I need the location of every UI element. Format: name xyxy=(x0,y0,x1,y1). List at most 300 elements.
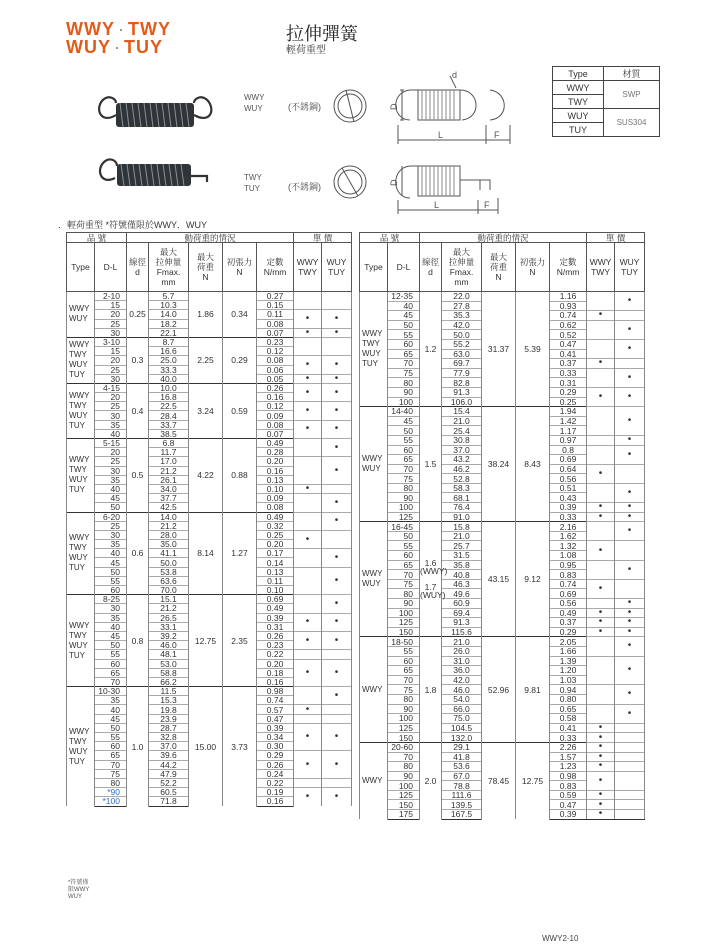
rate-cell: 1.62 xyxy=(550,531,587,541)
fmax-cell: 32.8 xyxy=(149,733,189,742)
dl-cell: 100 xyxy=(388,397,420,407)
mat-type: TWY xyxy=(553,95,604,109)
price-mark-wuy: • xyxy=(322,512,352,530)
dl-cell: 100 xyxy=(388,503,420,513)
rate-cell: 2.05 xyxy=(550,637,587,647)
rate-cell: 0.69 xyxy=(550,455,587,465)
price-mark-wwy: • xyxy=(294,631,322,649)
dl-cell: 50 xyxy=(95,723,127,732)
header-dyn: 動荷重的情況 xyxy=(420,233,587,243)
dl-cell: 65 xyxy=(95,668,127,677)
rate-cell: 0.33 xyxy=(550,733,587,743)
wire-dia-cell: 0.4 xyxy=(127,383,149,438)
max-load-cell: 12.75 xyxy=(189,595,223,687)
fmax-cell: 26.0 xyxy=(442,646,482,656)
fmax-cell: 23.9 xyxy=(149,714,189,723)
dl-cell: 100 xyxy=(388,714,420,724)
header-wire: 線徑 d xyxy=(420,243,442,292)
rate-cell: 0.33 xyxy=(550,512,587,522)
rate-cell: 0.30 xyxy=(257,742,294,751)
init-tension-cell: 1.27 xyxy=(223,512,257,595)
price-mark-wwy: • xyxy=(587,311,615,321)
header-maxload: 最大 荷重 N xyxy=(482,243,516,292)
price-mark-wwy: • xyxy=(294,402,322,420)
dl-cell: 10-30 xyxy=(95,687,127,696)
rate-cell: 0.17 xyxy=(257,549,294,558)
rate-cell: 0.65 xyxy=(550,704,587,714)
price-mark-wuy: • xyxy=(615,685,645,704)
fmax-cell: 39.2 xyxy=(149,631,189,640)
rate-cell: 0.09 xyxy=(257,411,294,420)
dl-cell: 70 xyxy=(95,760,127,769)
price-mark-wwy: • xyxy=(587,618,615,628)
dl-cell: 45 xyxy=(95,494,127,503)
dl-cell: 50 xyxy=(388,320,420,330)
dl-cell: 75 xyxy=(388,685,420,695)
rate-cell: 0.69 xyxy=(550,589,587,599)
price-mark-wuy xyxy=(322,705,352,714)
dl-cell: 60 xyxy=(95,742,127,751)
diagram-top-stainless: (不銹鋼) xyxy=(288,102,321,112)
fmax-cell: 11.5 xyxy=(149,687,189,696)
price-mark-wuy: • xyxy=(322,402,352,420)
price-mark-wuy: • xyxy=(615,704,645,723)
price-mark-wuy: • xyxy=(615,560,645,579)
dl-cell: 65 xyxy=(388,666,420,676)
mat-type: WWY xyxy=(553,81,604,95)
fmax-cell: 53.8 xyxy=(149,567,189,576)
header-maxext: 最大 拉伸量 Fmax. mm xyxy=(149,243,189,292)
fmax-cell: 21.2 xyxy=(149,466,189,475)
dl-cell: 90 xyxy=(388,771,420,781)
dl-cell: 30 xyxy=(95,530,127,539)
fmax-cell: 21.2 xyxy=(149,604,189,613)
mat-header-material: 材質 xyxy=(604,67,660,81)
dl-cell: 50 xyxy=(95,641,127,650)
dl-cell: 30 xyxy=(95,328,127,337)
rate-cell: 0.33 xyxy=(550,368,587,378)
fmax-cell: 35.8 xyxy=(442,560,482,570)
price-mark-wwy: • xyxy=(294,705,322,714)
price-mark-wwy xyxy=(294,687,322,705)
type-cell: WWY xyxy=(360,637,388,743)
fmax-cell: 50.0 xyxy=(149,558,189,567)
diagram-bottom-types: TWY TUY xyxy=(244,173,262,193)
fmax-cell: 8.7 xyxy=(149,337,189,346)
dl-cell: 4-15 xyxy=(95,383,127,392)
rate-cell: 0.24 xyxy=(257,769,294,778)
price-mark-wwy: • xyxy=(587,790,615,800)
rate-cell: 0.59 xyxy=(550,790,587,800)
price-mark-wuy: • xyxy=(615,483,645,502)
max-load-cell: 3.24 xyxy=(189,383,223,438)
dim-F-top: F xyxy=(494,130,500,140)
dl-cell: 35 xyxy=(95,540,127,549)
price-mark-wwy xyxy=(587,292,615,311)
fmax-cell: 26.1 xyxy=(149,475,189,484)
dim-D-top: D xyxy=(389,103,399,110)
fmax-cell: 40.8 xyxy=(442,570,482,580)
price-mark-wwy: • xyxy=(587,752,615,762)
rate-cell: 0.51 xyxy=(550,483,587,493)
price-mark-wuy xyxy=(615,790,645,800)
rate-cell: 0.94 xyxy=(550,685,587,695)
price-mark-wuy xyxy=(322,337,352,355)
fmax-cell: 30.8 xyxy=(442,435,482,445)
rate-cell: 0.12 xyxy=(257,347,294,356)
fmax-cell: 42.5 xyxy=(149,503,189,512)
header-price-wwy: WWY TWY xyxy=(294,243,322,292)
fmax-cell: 22.1 xyxy=(149,328,189,337)
logo-tuy: TUY xyxy=(124,37,163,57)
fmax-cell: 21.0 xyxy=(442,416,482,426)
rate-cell: 0.98 xyxy=(550,771,587,781)
rate-cell: 0.27 xyxy=(257,292,294,301)
dl-cell: 60 xyxy=(95,586,127,595)
dl-cell: 150 xyxy=(388,733,420,743)
price-mark-wuy: • xyxy=(322,788,352,806)
mat-material: SUS304 xyxy=(604,109,660,137)
rate-cell: 0.52 xyxy=(550,330,587,340)
header-rate: 定數 N/mm xyxy=(550,243,587,292)
price-mark-wwy: • xyxy=(587,762,615,772)
init-tension-cell: 12.75 xyxy=(516,742,550,819)
rate-cell: 1.20 xyxy=(550,666,587,676)
price-mark-wwy xyxy=(587,445,615,464)
wire-dia-cell: 1.8 xyxy=(420,637,442,743)
price-mark-wwy: • xyxy=(294,788,322,806)
price-mark-wuy xyxy=(615,810,645,820)
dl-cell: 35 xyxy=(95,696,127,705)
fmax-cell: 25.4 xyxy=(442,426,482,436)
dl-cell: 15 xyxy=(95,347,127,356)
logo-twy: TWY xyxy=(127,19,171,39)
rate-cell: 0.29 xyxy=(550,627,587,637)
dl-cell: 65 xyxy=(95,751,127,760)
price-mark-wuy xyxy=(615,733,645,743)
rate-cell: 0.95 xyxy=(550,560,587,570)
fmax-cell: 16.6 xyxy=(149,347,189,356)
dl-cell: 55 xyxy=(388,646,420,656)
price-mark-wwy xyxy=(587,339,615,358)
rate-cell: 0.22 xyxy=(257,778,294,787)
dim-L-bottom: L xyxy=(434,200,440,210)
price-mark-wwy xyxy=(294,494,322,512)
rate-cell: 0.93 xyxy=(550,301,587,311)
fmax-cell: 15.4 xyxy=(442,407,482,417)
rate-cell: 0.23 xyxy=(257,337,294,346)
price-mark-wuy: • xyxy=(615,368,645,387)
price-mark-wuy: • xyxy=(322,383,352,401)
dl-cell: 35 xyxy=(95,475,127,484)
rate-cell: 0.25 xyxy=(257,530,294,539)
header-price-wwy: WWY TWY xyxy=(587,243,615,292)
rate-cell: 1.66 xyxy=(550,646,587,656)
fmax-cell: 54.0 xyxy=(442,694,482,704)
fmax-cell: 52.8 xyxy=(442,474,482,484)
price-mark-wwy xyxy=(587,407,615,436)
price-mark-wwy: • xyxy=(587,800,615,810)
dl-cell: 25 xyxy=(95,402,127,411)
header-price: 單 價 xyxy=(587,233,645,243)
dl-cell: 30 xyxy=(95,466,127,475)
dl-cell: 60 xyxy=(388,445,420,455)
dl-cell: 150 xyxy=(388,627,420,637)
rate-cell: 0.28 xyxy=(257,448,294,457)
rate-cell: 0.98 xyxy=(257,687,294,696)
rate-cell: 0.41 xyxy=(550,723,587,733)
dl-cell: 70 xyxy=(388,752,420,762)
max-load-cell: 2.25 xyxy=(189,337,223,383)
fmax-cell: 33.7 xyxy=(149,420,189,429)
dl-cell: 30 xyxy=(95,374,127,383)
price-mark-wwy: • xyxy=(294,659,322,687)
spring-photo-tail-hook xyxy=(95,150,215,200)
init-tension-cell: 0.88 xyxy=(223,439,257,513)
fmax-cell: 63.0 xyxy=(442,349,482,359)
price-mark-wwy xyxy=(294,778,322,787)
header-rate: 定數 N/mm xyxy=(257,243,294,292)
fmax-cell: 167.5 xyxy=(442,810,482,820)
mat-type: TUY xyxy=(553,123,604,137)
fmax-cell: 46.0 xyxy=(149,641,189,650)
rate-cell: 0.08 xyxy=(257,319,294,328)
price-mark-wwy: • xyxy=(587,723,615,733)
type-cell: WWY TWY WUY TUY xyxy=(67,512,95,595)
price-mark-wwy: • xyxy=(587,608,615,618)
rate-cell: 0.41 xyxy=(550,349,587,359)
dl-cell: 20-60 xyxy=(388,742,420,752)
dl-cell: 75 xyxy=(95,769,127,778)
page-footer: WWY2-10 xyxy=(542,934,579,943)
price-mark-wwy xyxy=(587,435,615,445)
fmax-cell: 49.6 xyxy=(442,589,482,599)
dl-cell: 70 xyxy=(388,570,420,580)
dl-cell: 90 xyxy=(388,704,420,714)
type-cell: WWY TWY WUY TUY xyxy=(67,439,95,513)
fmax-cell: 91.3 xyxy=(442,618,482,628)
fmax-cell: 27.8 xyxy=(442,301,482,311)
dl-cell: 50 xyxy=(95,567,127,576)
fmax-cell: 21.0 xyxy=(442,531,482,541)
dl-cell: 75 xyxy=(388,579,420,589)
fmax-cell: 29.1 xyxy=(442,742,482,752)
max-load-cell: 4.22 xyxy=(189,439,223,513)
price-mark-wwy: • xyxy=(294,530,322,548)
dl-cell: 25 xyxy=(95,521,127,530)
rate-cell: 1.42 xyxy=(550,416,587,426)
dl-cell: 100 xyxy=(388,781,420,791)
rate-cell: 0.57 xyxy=(257,705,294,714)
price-mark-wwy xyxy=(587,656,615,685)
price-mark-wuy: • xyxy=(615,292,645,311)
dl-cell: 40 xyxy=(95,705,127,714)
fmax-cell: 33.3 xyxy=(149,365,189,374)
type-cell: WWY TWY WUY TUY xyxy=(67,383,95,438)
fmax-cell: 22.0 xyxy=(442,292,482,302)
price-mark-wuy: • xyxy=(322,723,352,751)
fmax-cell: 17.0 xyxy=(149,457,189,466)
diagram-bottom-stainless: (不銹鋼) xyxy=(288,182,321,192)
rate-cell: 1.94 xyxy=(550,407,587,417)
fmax-cell: 14.0 xyxy=(149,512,189,521)
rate-cell: 0.11 xyxy=(257,576,294,585)
price-mark-wwy: • xyxy=(294,420,322,438)
header-hinsha: 品 號 xyxy=(360,233,420,243)
max-load-cell: 43.15 xyxy=(482,522,516,637)
price-mark-wuy: • xyxy=(322,374,352,383)
mat-header-type: Type xyxy=(553,67,604,81)
price-mark-wuy: • xyxy=(615,503,645,513)
fmax-cell: 11.7 xyxy=(149,448,189,457)
rate-cell: 2.16 xyxy=(550,522,587,532)
rate-cell: 0.37 xyxy=(550,618,587,628)
wire-dia-cell: 0.5 xyxy=(127,439,149,513)
price-mark-wuy xyxy=(615,771,645,790)
price-mark-wuy: • xyxy=(615,618,645,628)
dl-cell: 75 xyxy=(388,474,420,484)
price-mark-wuy: • xyxy=(615,599,645,609)
fmax-cell: 26.5 xyxy=(149,613,189,622)
fmax-cell: 38.5 xyxy=(149,429,189,438)
fmax-cell: 46.2 xyxy=(442,464,482,474)
dl-cell: 70 xyxy=(388,464,420,474)
rate-cell: 0.26 xyxy=(257,760,294,769)
fmax-cell: 6.8 xyxy=(149,439,189,448)
header-init-tension: 初張力 N xyxy=(223,243,257,292)
rate-cell: 0.08 xyxy=(257,503,294,512)
price-mark-wuy xyxy=(615,800,645,810)
logo-sep: · xyxy=(114,37,121,57)
dl-cell: 35 xyxy=(95,613,127,622)
dim-L-top: L xyxy=(438,130,444,140)
wire-dia-cell: 2.0 xyxy=(420,742,442,819)
rate-cell: 0.26 xyxy=(257,383,294,392)
init-tension-cell: 9.81 xyxy=(516,637,550,743)
dl-cell: *100 xyxy=(95,797,127,806)
fmax-cell: 48.1 xyxy=(149,650,189,659)
rate-cell: 0.08 xyxy=(257,356,294,365)
rate-cell: 0.18 xyxy=(257,668,294,677)
dl-cell: 90 xyxy=(388,387,420,397)
dl-cell: 55 xyxy=(95,733,127,742)
price-mark-wuy xyxy=(322,778,352,787)
price-mark-wwy xyxy=(587,320,615,339)
fmax-cell: 58.8 xyxy=(149,668,189,677)
fmax-cell: 104.5 xyxy=(442,723,482,733)
dl-cell: 40 xyxy=(95,622,127,631)
price-mark-wwy xyxy=(587,685,615,704)
fmax-cell: 41.1 xyxy=(149,549,189,558)
material-table xyxy=(552,66,660,137)
spring-photo-ring-hook xyxy=(90,85,220,145)
price-mark-wwy: • xyxy=(587,742,615,752)
dl-cell: 65 xyxy=(388,349,420,359)
rate-cell: 1.17 xyxy=(550,426,587,436)
rate-cell: 0.23 xyxy=(257,641,294,650)
max-load-cell: 15.00 xyxy=(189,687,223,806)
dl-cell: 45 xyxy=(388,416,420,426)
dl-cell: 35 xyxy=(95,420,127,429)
fmax-cell: 21.0 xyxy=(442,637,482,647)
init-tension-cell: 9.12 xyxy=(516,522,550,637)
price-mark-wwy: • xyxy=(587,771,615,790)
price-mark-wwy: • xyxy=(587,810,615,820)
dl-cell: 70 xyxy=(388,675,420,685)
dl-cell: 175 xyxy=(388,810,420,820)
rate-cell: 2.26 xyxy=(550,742,587,752)
rate-cell: 0.49 xyxy=(257,512,294,521)
price-mark-wwy xyxy=(294,292,322,310)
dl-cell: 30 xyxy=(95,604,127,613)
dl-cell: 20 xyxy=(95,310,127,319)
rate-cell: 0.06 xyxy=(257,365,294,374)
rate-cell: 0.09 xyxy=(257,494,294,503)
header-type: Type xyxy=(360,243,388,292)
wire-dia-cell: 1.5 xyxy=(420,407,442,522)
price-mark-wwy xyxy=(294,567,322,595)
price-mark-wuy: • xyxy=(322,457,352,485)
logo-sep: · xyxy=(117,19,125,39)
spec-table-right xyxy=(359,232,645,820)
dl-cell: 45 xyxy=(95,714,127,723)
dl-cell: 60 xyxy=(95,659,127,668)
max-load-cell: 8.14 xyxy=(189,512,223,595)
fmax-cell: 35.0 xyxy=(149,540,189,549)
fmax-cell: 5.7 xyxy=(149,292,189,301)
rate-cell: 1.57 xyxy=(550,752,587,762)
price-mark-wwy: • xyxy=(294,374,322,383)
rate-cell: 0.29 xyxy=(550,387,587,397)
dl-cell: 150 xyxy=(388,800,420,810)
price-mark-wwy: • xyxy=(294,383,322,401)
rate-cell: 0.31 xyxy=(257,622,294,631)
dl-cell: 2-10 xyxy=(95,292,127,301)
dl-cell: 50 xyxy=(95,503,127,512)
price-mark-wwy: • xyxy=(587,541,615,560)
fmax-cell: 25.7 xyxy=(442,541,482,551)
page-subtitle: 輕荷重型 xyxy=(286,45,326,56)
wire-dia-cell: 1.2 xyxy=(420,292,442,407)
price-mark-wuy: • xyxy=(322,549,352,567)
rate-cell: 0.16 xyxy=(257,797,294,806)
rate-cell: 0.47 xyxy=(550,800,587,810)
price-mark-wuy: • xyxy=(615,320,645,339)
fmax-cell: 115.6 xyxy=(442,627,482,637)
rate-cell: 0.47 xyxy=(550,339,587,349)
spring-dimension-diagram xyxy=(330,70,530,230)
max-load-cell: 78.45 xyxy=(482,742,516,819)
dl-cell: 8-25 xyxy=(95,595,127,604)
rate-cell: 0.58 xyxy=(550,714,587,724)
price-mark-wuy: • xyxy=(615,387,645,406)
brand-logo xyxy=(66,20,171,56)
price-mark-wwy xyxy=(294,439,322,457)
fmax-cell: 42.0 xyxy=(442,675,482,685)
price-mark-wuy: • xyxy=(615,637,645,656)
logo-wuy: WUY xyxy=(66,37,111,57)
rate-cell: 0.64 xyxy=(550,464,587,474)
fmax-cell: 91.0 xyxy=(442,512,482,522)
rate-cell: 0.20 xyxy=(257,659,294,668)
price-mark-wuy: • xyxy=(322,751,352,779)
price-mark-wwy: • xyxy=(587,464,615,483)
fmax-cell: 22.5 xyxy=(149,402,189,411)
dl-cell: 125 xyxy=(388,618,420,628)
dl-cell: 65 xyxy=(388,560,420,570)
header-maxload: 最大 荷重 N xyxy=(189,243,223,292)
max-load-cell: 1.86 xyxy=(189,292,223,338)
